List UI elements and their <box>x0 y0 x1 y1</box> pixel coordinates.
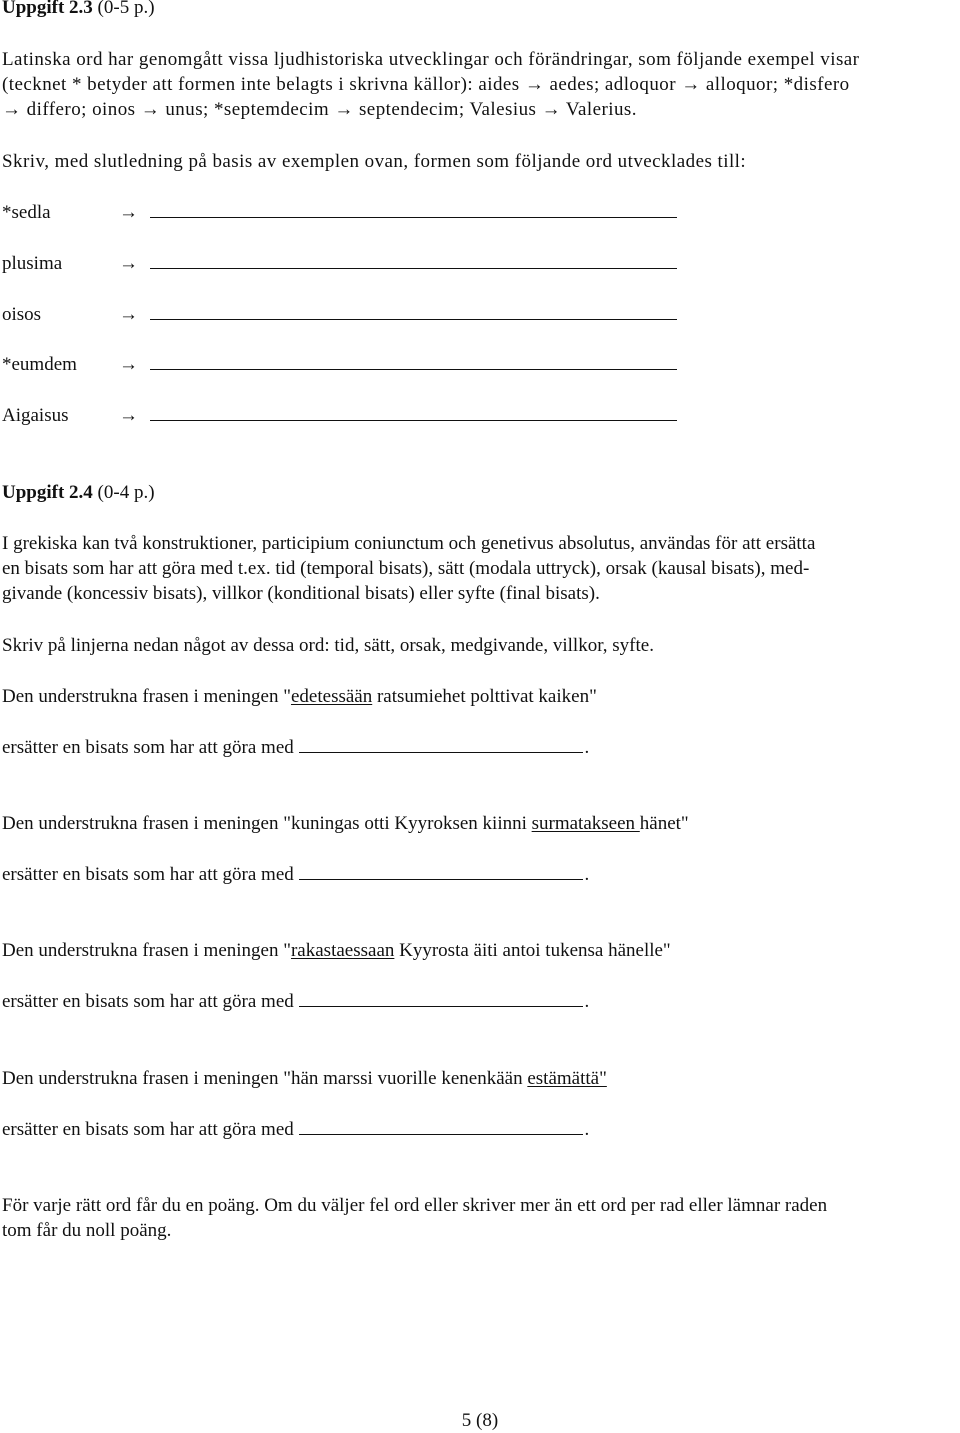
arrow-icon: → <box>119 405 138 426</box>
arrow-icon: → <box>119 253 138 274</box>
task-2-4-intro-line-3: givande (koncessiv bisats), villkor (konditional bisats) eller syfte (final bisats). <box>2 583 600 604</box>
page-number: 5 (8) <box>461 1410 499 1431</box>
answer-prefix: ersätter en bisats som har att göra med <box>2 864 294 885</box>
task-2-3-heading <box>2 0 155 20</box>
word-aigaisus: Aigaisus <box>2 405 69 426</box>
task-2-3-intro-line-3: → differo; oinos → unus; *septemdecim → septendecim; Valesius → Valerius. <box>2 99 637 120</box>
arrow-icon: → <box>119 202 138 223</box>
answer-blank-4[interactable] <box>299 1134 583 1135</box>
arrow-icon: → <box>119 354 138 375</box>
task-2-4-intro-line-1: I grekiska kan två konstruktioner, participium coniunctum och genetivus absolutus, användas för att ersätta <box>2 533 816 554</box>
answer-blank-3[interactable] <box>299 1006 583 1007</box>
answer-row-4 <box>2 1117 589 1142</box>
sentence-1 <box>2 684 597 709</box>
underlined-phrase: estämättä" <box>527 1068 607 1089</box>
task-2-4-points: (0-4 p.) <box>97 482 155 503</box>
scoring-note-line-2: tom får du noll poäng. <box>2 1220 172 1241</box>
answer-suffix: . <box>584 864 590 885</box>
sentence-text: hänet" <box>639 813 689 834</box>
answer-prefix: ersätter en bisats som har att göra med <box>2 1119 294 1140</box>
word-oisos: oisos <box>2 304 42 325</box>
word-plusima: plusima <box>2 253 63 274</box>
task-2-4-heading <box>2 480 155 505</box>
word-sedla: *sedla <box>2 202 51 223</box>
sentence-text: Kyyrosta äiti antoi tukensa hänelle" <box>394 940 671 961</box>
answer-suffix: . <box>584 1119 590 1140</box>
task-2-4-title: Uppgift 2.4 <box>2 482 93 503</box>
sentence-4 <box>2 1066 607 1091</box>
sentence-text: ratsumiehet polttivat kaiken" <box>372 686 597 707</box>
answer-line-sedla[interactable] <box>150 217 677 218</box>
answer-line-eumdem[interactable] <box>150 369 677 370</box>
answer-row-1 <box>2 735 589 760</box>
underlined-phrase: edetessään <box>290 686 373 707</box>
answer-suffix: . <box>584 737 590 758</box>
task-2-4-instruction: Skriv på linjerna nedan något av dessa ord: tid, sätt, orsak, medgivande, villkor, syfte. <box>2 635 654 656</box>
sentence-3 <box>2 938 671 963</box>
answer-prefix: ersätter en bisats som har att göra med <box>2 991 294 1012</box>
task-2-3-title: Uppgift 2.3 <box>2 0 93 18</box>
answer-line-oisos[interactable] <box>150 319 677 320</box>
task-2-3-intro-line-1: Latinska ord har genomgått vissa ljudhistoriska utvecklingar och förändringar, som följande exempel visar <box>2 49 860 70</box>
answer-row-2 <box>2 862 589 887</box>
task-2-3-instruction: Skriv, med slutledning på basis av exemplen ovan, formen som följande ord utvecklades till: <box>2 151 747 172</box>
answer-blank-1[interactable] <box>299 752 583 753</box>
answer-suffix: . <box>584 991 590 1012</box>
answer-blank-2[interactable] <box>299 879 583 880</box>
sentence-text: Den understrukna frasen i meningen " <box>2 686 291 707</box>
underlined-phrase: rakastaessaan <box>290 940 395 961</box>
arrow-icon: → <box>119 304 138 325</box>
answer-row-3 <box>2 989 589 1014</box>
sentence-text: Den understrukna frasen i meningen "hän marssi vuorille kenenkään <box>2 1068 528 1089</box>
word-eumdem: *eumdem <box>2 354 77 375</box>
underlined-phrase: surmatakseen <box>531 813 640 834</box>
scoring-note-line-1: För varje rätt ord får du en poäng. Om du väljer fel ord eller skriver mer än ett ord per rad eller lämnar raden <box>2 1195 828 1216</box>
sentence-text: Den understrukna frasen i meningen " <box>2 940 291 961</box>
task-2-3-points: (0-5 p.) <box>97 0 155 18</box>
sentence-text: Den understrukna frasen i meningen "kuningas otti Kyyroksen kiinni <box>2 813 532 834</box>
task-2-3-intro-line-2: (tecknet * betyder att formen inte belagts i skrivna källor): aides → aedes; adloquor → alloquor; *disfero <box>2 74 850 95</box>
answer-prefix: ersätter en bisats som har att göra med <box>2 737 294 758</box>
answer-line-aigaisus[interactable] <box>150 420 677 421</box>
sentence-2 <box>2 811 689 836</box>
task-2-4-intro-line-2: en bisats som har att göra med t.ex. tid (temporal bisats), sätt (modala uttryck), orsak (kausal bisats), med- <box>2 558 810 579</box>
answer-line-plusima[interactable] <box>150 268 677 269</box>
